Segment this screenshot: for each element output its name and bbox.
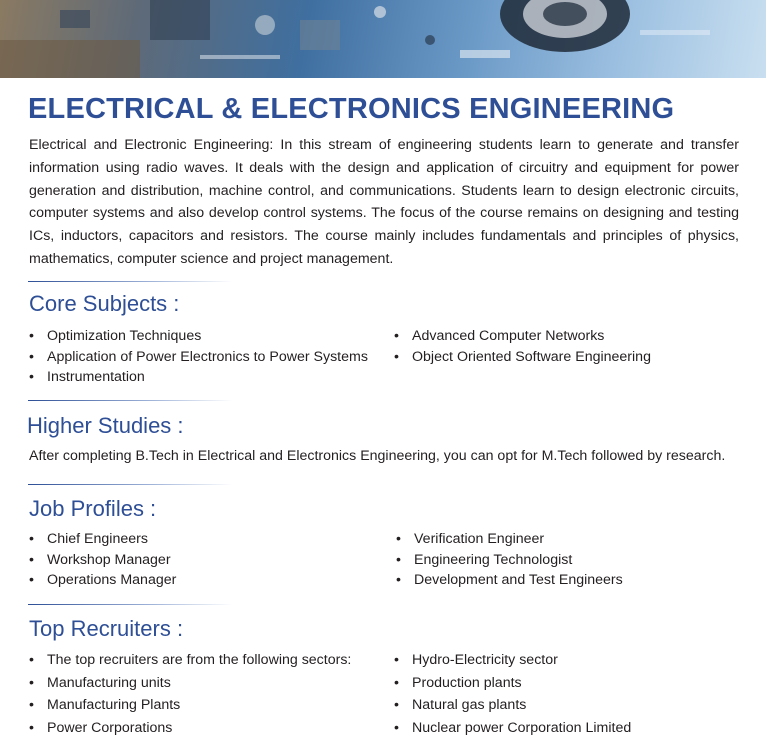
- page-title: ELECTRICAL & ELECTRONICS ENGINEERING: [28, 93, 674, 126]
- core-subjects-list-right: [394, 326, 651, 367]
- list-item: • Development and Test Engineers: [396, 570, 623, 591]
- top-recruiters-list-right: [394, 649, 631, 739]
- list-item: • Nuclear power Corporation Limited: [394, 717, 631, 739]
- higher-studies-heading: Higher Studies :: [27, 413, 184, 439]
- section-divider: [28, 484, 233, 485]
- list-item: • Advanced Computer Networks: [394, 326, 651, 347]
- intro-paragraph: Electrical and Electronic Engineering: In this stream of engineering students learn to generate and transfer information using radio waves. It deals with the design and application of circuitry and equipment for power generation and distribution, machine control, and communications. Students learn to design electronic circuits, computer systems and also develop control systems. The focus of the course remains on designing and testing ICs, inductors, capacitors and resistors. The course mainly includes fundamentals and principles of physics, mathematics, computer science and project management.: [29, 134, 739, 271]
- top-recruiters-list-left: [29, 649, 351, 739]
- list-item: • Application of Power Electronics to Power Systems: [29, 347, 368, 368]
- higher-studies-text: After completing B.Tech in Electrical and Electronics Engineering, you can opt for M.Tech followed by research.: [29, 448, 725, 464]
- list-item: • Manufacturing units: [29, 672, 351, 695]
- circuit-board-illustration: [0, 0, 766, 78]
- section-divider: [28, 400, 233, 401]
- list-item: • Engineering Technologist: [396, 550, 623, 571]
- core-subjects-heading: Core Subjects :: [29, 291, 179, 317]
- list-item: • Verification Engineer: [396, 529, 623, 550]
- list-item: • Manufacturing Plants: [29, 694, 351, 717]
- list-item: • Workshop Manager: [29, 550, 176, 571]
- list-item: • Instrumentation: [29, 367, 368, 388]
- list-item: • Object Oriented Software Engineering: [394, 347, 651, 368]
- list-item: • Hydro-Electricity sector: [394, 649, 631, 672]
- top-recruiters-heading: Top Recruiters :: [29, 616, 183, 642]
- section-divider: [28, 281, 233, 282]
- section-divider: [28, 604, 233, 605]
- header-banner-image: [0, 0, 766, 78]
- job-profiles-list-left: [29, 529, 176, 591]
- core-subjects-list-left: [29, 326, 368, 388]
- job-profiles-heading: Job Profiles :: [29, 496, 156, 522]
- list-item: • Chief Engineers: [29, 529, 176, 550]
- list-item: • Natural gas plants: [394, 694, 631, 717]
- job-profiles-list-right: [396, 529, 623, 591]
- list-item: • Power Corporations: [29, 717, 351, 739]
- list-item: • The top recruiters are from the following sectors:: [29, 649, 351, 672]
- list-item: • Production plants: [394, 672, 631, 695]
- list-item: • Optimization Techniques: [29, 326, 368, 347]
- list-item: • Operations Manager: [29, 570, 176, 591]
